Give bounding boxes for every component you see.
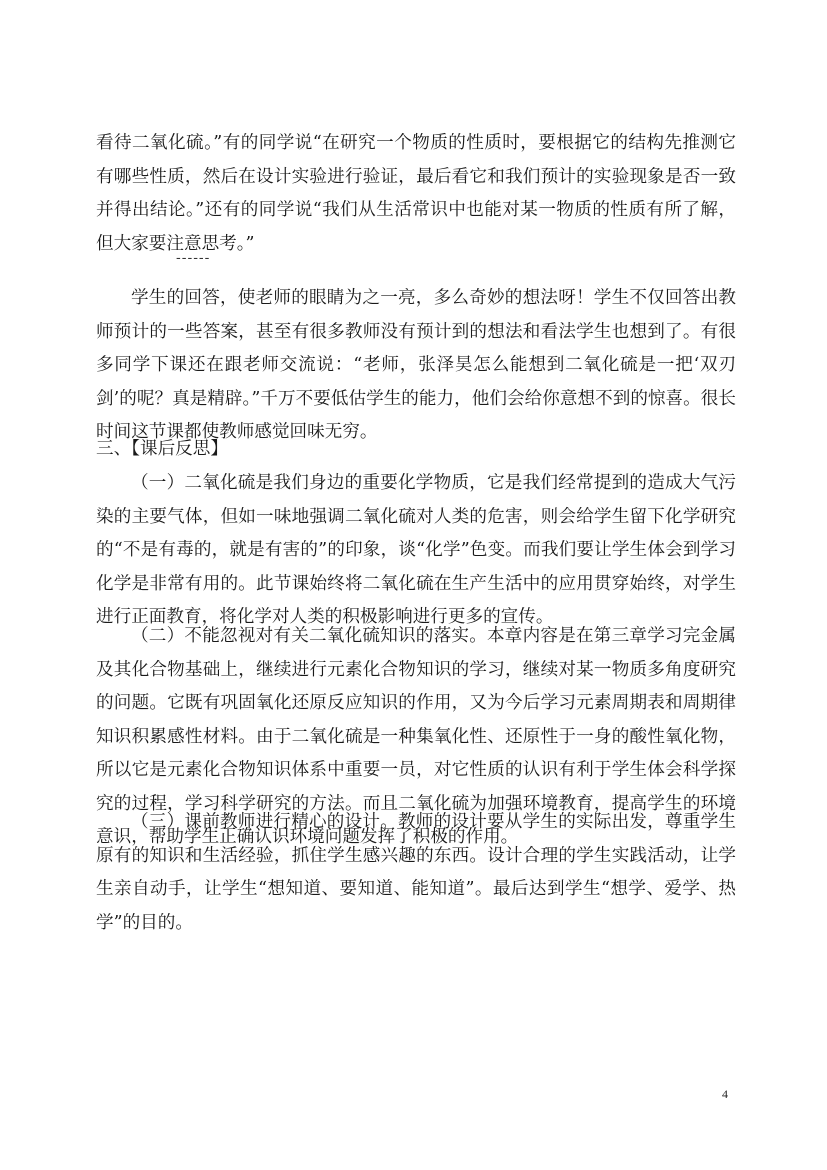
paragraph-reflection-two: （二）不能忽视对有关二氧化硫知识的落实。本章内容是在第三章学习完金属及其化合物基础上，继续进行元素化合物知识的学习，继续对某一物质多角度研究的问题。它既有巩固氧化还原反应知识的作用，又为今后学习元素周期表和周期律知识积累感性材料。由于二氧化硫是一种集氧化性、还原性于一身的酸性氧化物，所以它是元素化合物知识体系中重要一员，对它性质的认识有利于学生体会科学探究的过程，学习科学研究的方法。而且二氧化硫为加强环境教育，提高学生的环境意识，帮助学生正确认识环境问题发挥了积极的作用。: [96, 626, 736, 847]
separator-dashes: ------: [176, 250, 211, 266]
page-number: 4: [722, 1087, 728, 1101]
paragraph-student-answers: 学生的回答，使老师的眼睛为之一亮，多么奇妙的想法呀！学生不仅回答出教师预计的一些答案，甚至有很多教师没有预计到的想法和看法学生也想到了。有很多同学下课还在跟老师交流说：“老师，张泽昊怎么能想到二氧化硫是一把‘双刃剑’的呢？真是精辟。”千万不要低估学生的能力，他们会给你意想不到的惊喜。很长时间这节课都使教师感觉回味无穷。: [96, 288, 736, 442]
paragraph-continuation: 看待二氧化硫。”有的同学说“在研究一个物质的性质时，要根据它的结构先推测它有哪些性质，然后在设计实验进行验证，最后看它和我们预计的实验现象是否一致并得出结论。”还有的同学说“我们从生活常识中也能对某一物质的性质有所了解，但大家要注意思考。”: [96, 133, 736, 254]
paragraph-reflection-one: （一）二氧化硫是我们身边的重要化学物质，它是我们经常提到的造成大气污染的主要气体，但如一味地强调二氧化硫对人类的危害，则会给学生留下化学研究的“不是有毒的，就是有害的”的印象，谈“化学”色变。而我们要让学生体会到学习化学是非常有用的。此节课始终将二氧化硫在生产生活中的应用贯穿始终，对学生进行正面教育，将化学对人类的积极影响进行更多的宣传。: [96, 473, 736, 627]
section-heading-reflection: 三、【课后反思】: [96, 439, 228, 459]
paragraph-reflection-three: （三）课前教师进行精心的设计。教师的设计要从学生的实际出发，尊重学生原有的知识和生活经验，抓住学生感兴趣的东西。设计合理的学生实践活动，让学生亲自动手，让学生“想知道、要知道、能知道”。最后达到学生“想学、爱学、热学”的目的。: [96, 812, 736, 933]
